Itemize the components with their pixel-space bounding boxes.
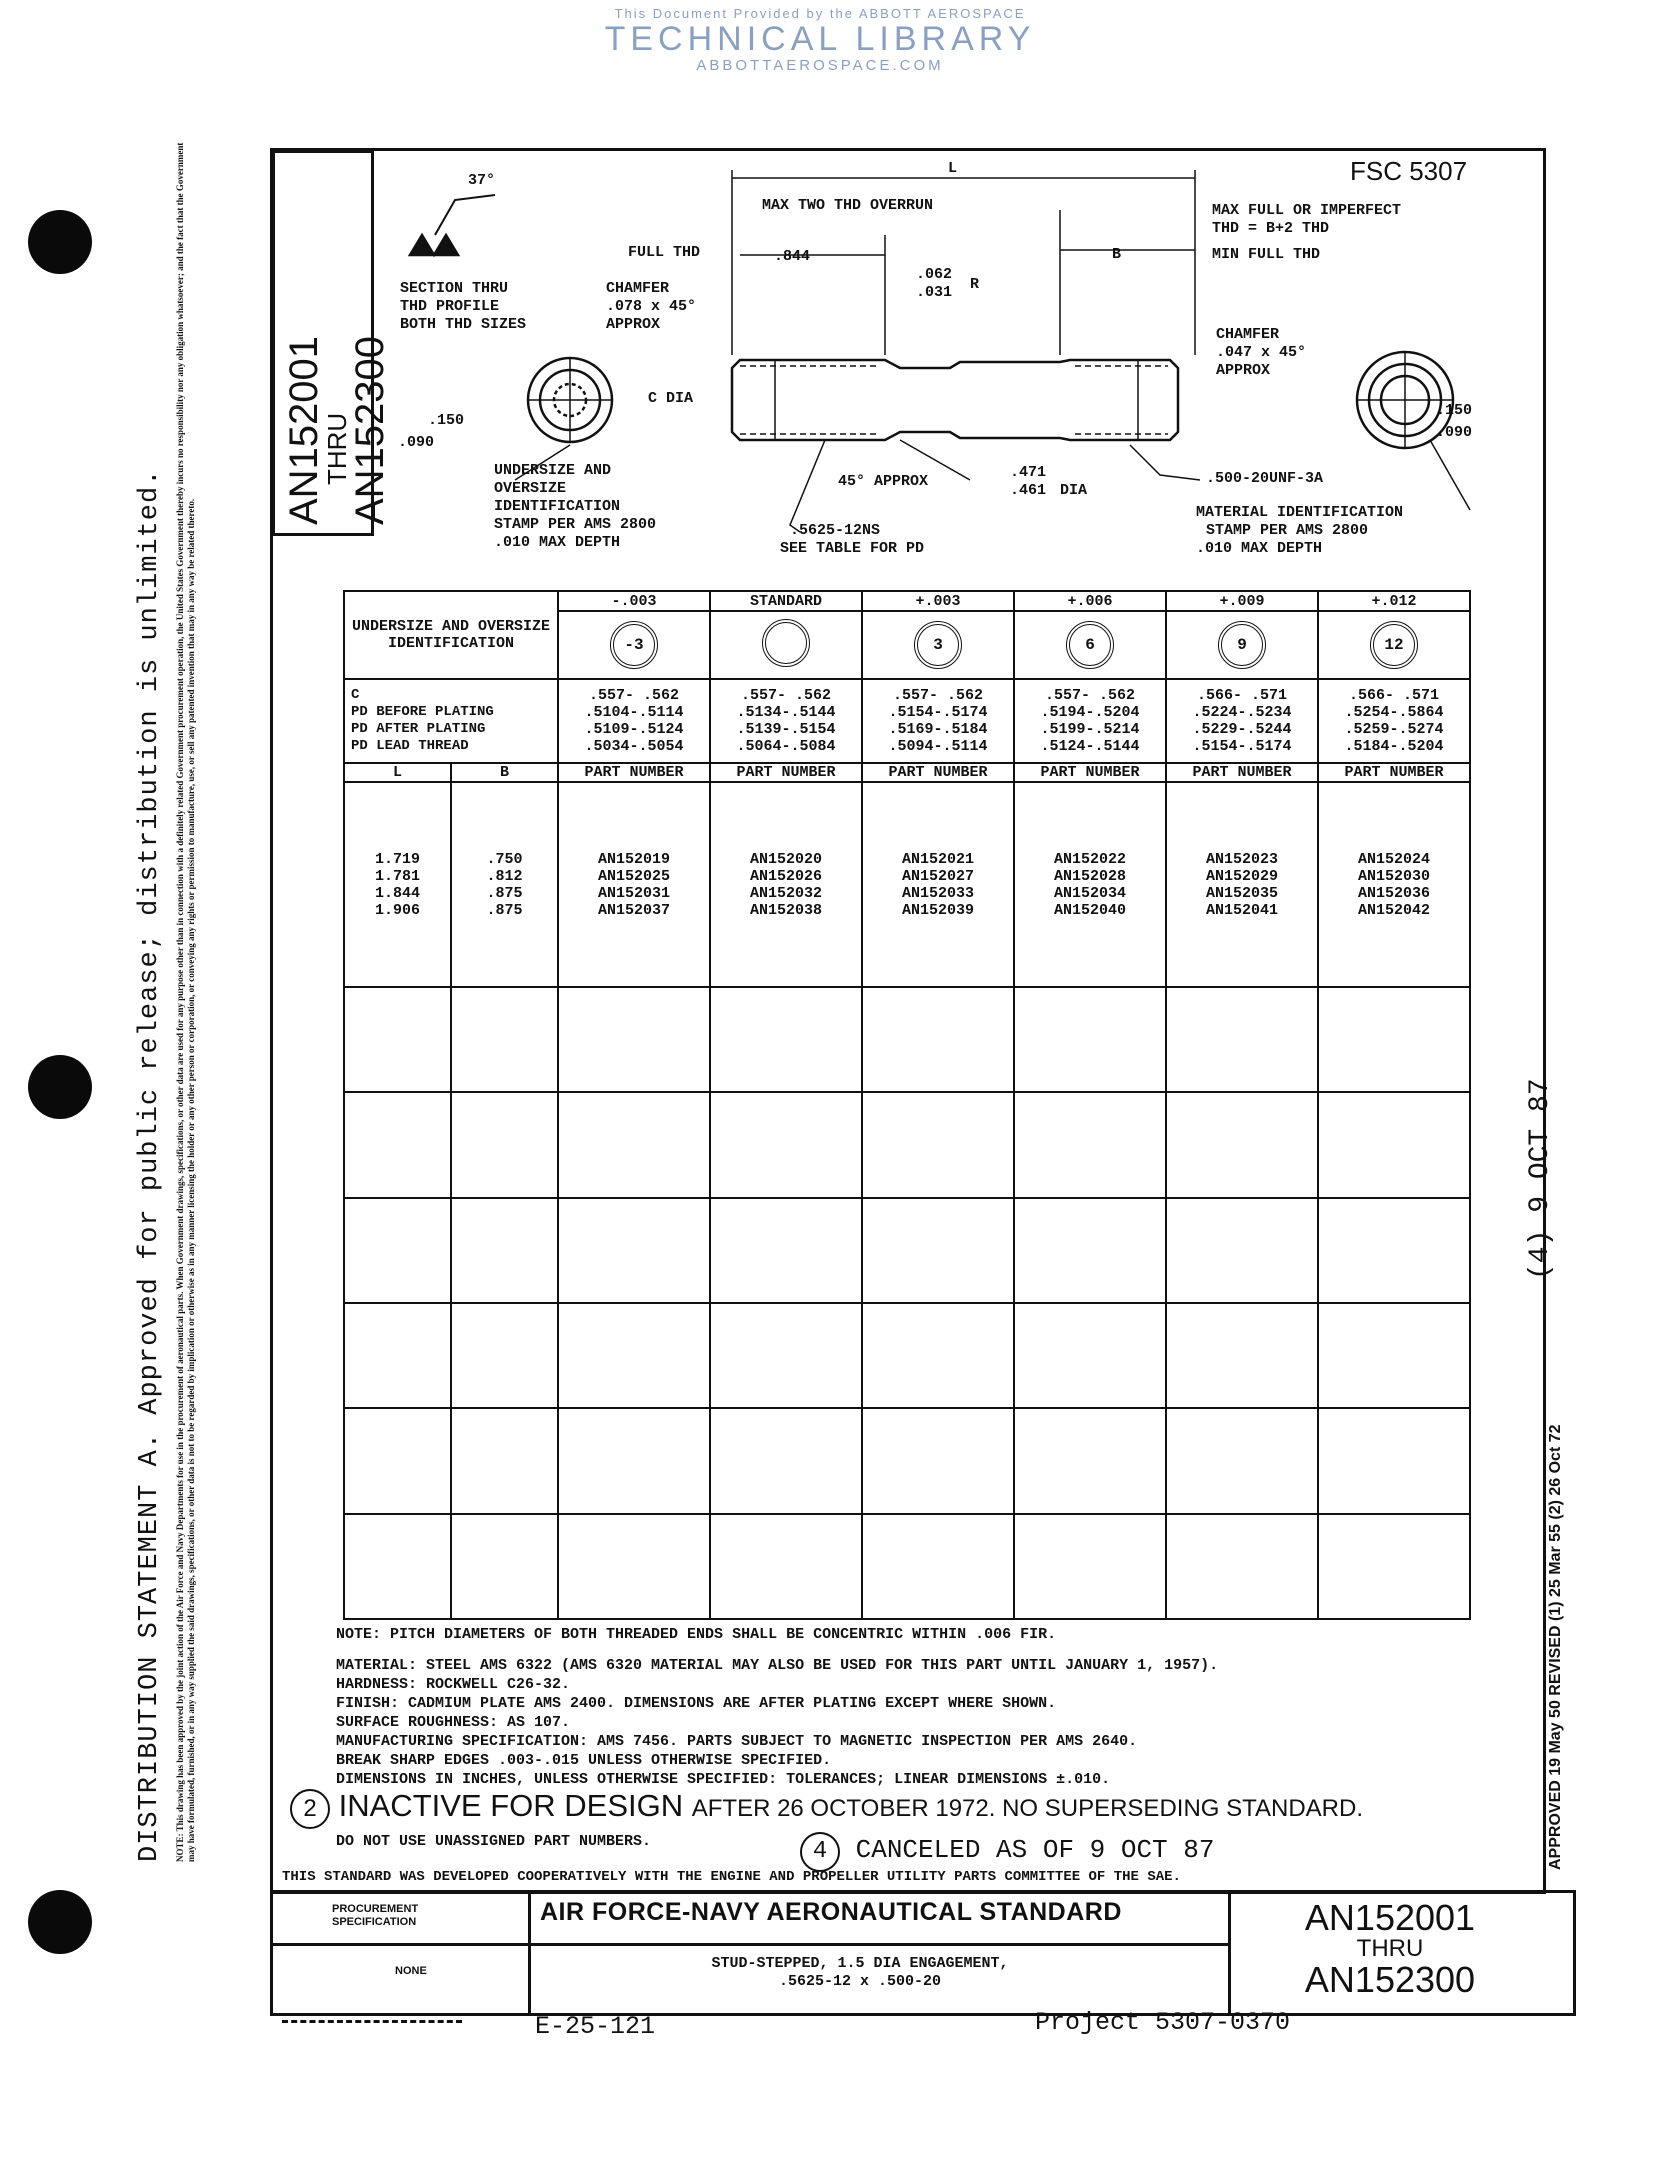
chamfer-left-line3: APPROX xyxy=(606,316,661,333)
label-45-approx: 45° APPROX xyxy=(838,473,929,490)
part-number: AN152029 xyxy=(1205,867,1278,885)
part-number: AN152033 xyxy=(901,884,974,902)
col-header-part: PART NUMBER xyxy=(558,763,710,782)
part-number: AN152031 xyxy=(597,884,670,902)
undersize-line2: OVERSIZE xyxy=(494,480,567,497)
dia-bottom: .461 xyxy=(1010,482,1047,499)
material-id-line2: STAMP PER AMS 2800 xyxy=(1206,522,1369,539)
part-number: AN152040 xyxy=(1053,901,1126,919)
revision-marker-2: 2 xyxy=(290,1789,330,1829)
col-header-B: B xyxy=(451,763,558,782)
col-header-part: PART NUMBER xyxy=(710,763,862,782)
inactive-big: INACTIVE FOR DESIGN xyxy=(338,1788,684,1823)
spec-value: .557- .562 xyxy=(740,687,831,704)
watermark-line1: This Document Provided by the ABBOTT AEROSPACE xyxy=(614,6,1026,21)
mark-cell-2 xyxy=(862,611,1014,679)
undersize-line4: STAMP PER AMS 2800 xyxy=(494,516,657,533)
spec-cell-3 xyxy=(1014,679,1166,763)
table-cell: 1.719 xyxy=(374,850,420,868)
table-cell: .875 xyxy=(486,884,523,902)
label-material-id xyxy=(1196,504,1403,558)
footer-dash xyxy=(282,2020,462,2023)
part-number: AN152030 xyxy=(1357,867,1430,885)
inactive-notice xyxy=(290,1788,1363,1829)
section-line3: BOTH THD SIZES xyxy=(400,316,527,333)
material-id-line3: .010 MAX DEPTH xyxy=(1196,540,1323,557)
label-dim-right xyxy=(1436,402,1472,442)
parts-col-2 xyxy=(862,782,1014,987)
part-description-line2: .5625-12 x .500-20 xyxy=(778,1973,942,1990)
label-max-two-thd: MAX TWO THD OVERRUN xyxy=(762,197,934,214)
part-number: AN152025 xyxy=(597,867,670,885)
chamfer-right-line3: APPROX xyxy=(1216,362,1271,379)
mark-cell-5 xyxy=(1318,611,1470,679)
thread-left-line1: .5625-12NS xyxy=(790,522,881,539)
standard-number-thru: THRU xyxy=(1356,1935,1424,1962)
note-hardness: HARDNESS: ROCKWELL C26-32. xyxy=(336,1676,571,1693)
part-table xyxy=(343,590,1471,1620)
title-divider-left xyxy=(273,1943,528,1946)
standard-number xyxy=(1230,1897,1550,2000)
note-dims: DIMENSIONS IN INCHES, UNLESS OTHERWISE SPECIFIED: TOLERANCES; LINEAR DIMENSIONS ±.010. xyxy=(336,1771,1111,1788)
empty-row xyxy=(344,1408,1470,1513)
footer-code: E-25-121 xyxy=(535,2012,656,2041)
part-number: AN152027 xyxy=(901,867,974,885)
label-chamfer-right xyxy=(1216,326,1306,380)
standard-number-top: AN152001 xyxy=(1304,1897,1476,1938)
label-pd-lead: PD LEAD THREAD xyxy=(351,738,469,754)
parts-col-0 xyxy=(558,782,710,987)
coop-notice: THIS STANDARD WAS DEVELOPED COOPERATIVELY WITH THE ENGINE AND PROPELLER UTILITY PARTS COMMITTEE OF THE SAE. xyxy=(282,1869,1181,1885)
ident-mark-3: 3 xyxy=(914,621,962,669)
ident-mark-standard xyxy=(762,619,810,667)
material-id-line1: MATERIAL IDENTIFICATION xyxy=(1196,504,1404,521)
spec-value: .5254-.5864 xyxy=(1344,704,1444,721)
size-col-4: +.009 xyxy=(1166,591,1318,611)
revision-history: APPROVED 19 May 50 REVISED (1) 25 Mar 55 (2) 26 Oct 72 xyxy=(1547,1424,1564,1870)
section-line2: THD PROFILE xyxy=(400,298,500,315)
spec-value: .557- .562 xyxy=(588,687,679,704)
radius-line2: .031 xyxy=(916,284,953,301)
spec-value: .5034-.5054 xyxy=(584,738,684,755)
B-values xyxy=(451,782,558,987)
ident-mark-minus3: -3 xyxy=(610,621,658,669)
chamfer-left-line1: CHAMFER xyxy=(606,280,670,297)
part-number: AN152024 xyxy=(1357,850,1430,868)
ident-mark-6: 6 xyxy=(1066,621,1114,669)
note-material: MATERIAL: STEEL AMS 6322 (AMS 6320 MATERIAL MAY ALSO BE USED FOR THIS PART UNTIL JANUARY 1, 1957). xyxy=(336,1657,1219,1674)
spec-value: .5124-.5144 xyxy=(1040,738,1140,755)
table-cell: .812 xyxy=(486,867,523,885)
mark-cell-0 xyxy=(558,611,710,679)
col-header-L: L xyxy=(344,763,451,782)
chamfer-right-line1: CHAMFER xyxy=(1216,326,1280,343)
undersize-line3: IDENTIFICATION xyxy=(494,498,621,515)
part-number: AN152026 xyxy=(749,867,822,885)
spec-value: .5199-.5214 xyxy=(1040,721,1140,738)
label-thread-right: .500-20UNF-3A xyxy=(1206,470,1324,487)
mark-cell-4 xyxy=(1166,611,1318,679)
id-box-mid: THRU xyxy=(322,412,352,485)
part-number: AN152023 xyxy=(1205,850,1278,868)
inactive-rest: AFTER 26 OCTOBER 1972. NO SUPERSEDING STANDARD. xyxy=(691,1795,1364,1822)
parts-col-1 xyxy=(710,782,862,987)
distribution-statement: DISTRIBUTION STATEMENT A. Approved for public release; distribution is unlimited. xyxy=(135,468,165,1862)
label-angle: 37° xyxy=(468,172,496,189)
label-chamfer-left xyxy=(606,280,696,334)
note-concentric: NOTE: PITCH DIAMETERS OF BOTH THREADED ENDS SHALL BE CONCENTRIC WITHIN .006 FIR. xyxy=(336,1626,1057,1643)
procurement-spec-label: PROCUREMENT SPECIFICATION xyxy=(332,1903,419,1928)
dim-left-bottom: .090 xyxy=(398,434,435,451)
empty-row xyxy=(344,1198,1470,1303)
spec-cell-4 xyxy=(1166,679,1318,763)
part-description xyxy=(620,1955,1100,1991)
section-line1: SECTION THRU xyxy=(400,280,509,297)
radius-line1: .062 xyxy=(916,266,953,283)
max-full-line1: MAX FULL OR IMPERFECT xyxy=(1212,202,1402,219)
size-col-0: -.003 xyxy=(558,591,710,611)
label-min-full: MIN FULL THD xyxy=(1212,246,1321,263)
empty-row xyxy=(344,1092,1470,1197)
label-c: C xyxy=(351,687,360,703)
spec-cell-5 xyxy=(1318,679,1470,763)
procurement-spec-value: NONE xyxy=(395,1965,427,1977)
label-undersize xyxy=(494,462,656,552)
part-number: AN152028 xyxy=(1053,867,1126,885)
label-pd-before: PD BEFORE PLATING xyxy=(351,704,494,720)
spec-value: .5229-.5244 xyxy=(1192,721,1292,738)
spec-value: .557- .562 xyxy=(1044,687,1135,704)
fine-print-notice: NOTE: This drawing has been approved by the joint action of the Air Force and Navy Departments for use in the procurement of aeronautical parts. When Government drawings, specifications, or other data are used for any purpose other than in connection with a definitely related Government procurement operation, the United States Government thereby incurs no responsibility nor any obligation whatsoever; and the fact that the Government may have formulated, furnished, or in any way supplied the said drawings, specifications, or other data is not to be regarded by implication or otherwise as in any manner licensing the holder or any other person or corporation, or conveying any rights or permission to manufacture, use, or sell any patented invention that may in any way be related thereto. xyxy=(175,142,196,1862)
part-number: AN152021 xyxy=(901,850,974,868)
note-finish: FINISH: CADMIUM PLATE AMS 2400. DIMENSIONS ARE AFTER PLATING EXCEPT WHERE SHOWN. xyxy=(336,1695,1057,1712)
part-number: AN152035 xyxy=(1205,884,1278,902)
table-cell: .875 xyxy=(486,901,523,919)
parts-col-3 xyxy=(1014,782,1166,987)
mark-cell-1 xyxy=(710,611,862,679)
spec-cell-2 xyxy=(862,679,1014,763)
watermark-url: ABBOTTAEROSPACE.COM xyxy=(696,57,944,74)
size-col-3: +.006 xyxy=(1014,591,1166,611)
part-number: AN152032 xyxy=(749,884,822,902)
size-col-1: STANDARD xyxy=(710,591,862,611)
note-surface: SURFACE ROUGHNESS: AS 107. xyxy=(336,1714,571,1731)
spec-value: .5194-.5204 xyxy=(1040,704,1140,721)
label-dia-word: DIA xyxy=(1060,482,1088,499)
label-c-dia: C DIA xyxy=(648,390,694,407)
col-header-part: PART NUMBER xyxy=(1014,763,1166,782)
label-section xyxy=(400,280,526,334)
parts-col-4 xyxy=(1166,782,1318,987)
label-dia xyxy=(1010,464,1046,500)
title-divider xyxy=(528,1943,1228,1946)
canceled-notice xyxy=(800,1832,1214,1872)
label-pd-after: PD AFTER PLATING xyxy=(351,721,486,737)
part-number: AN152039 xyxy=(901,901,974,919)
id-box-top: AN152001 xyxy=(282,335,326,525)
note-mfg: MANUFACTURING SPECIFICATION: AMS 7456. PARTS SUBJECT TO MAGNETIC INSPECTION PER AMS 2640. xyxy=(336,1733,1138,1750)
standard-number-bottom: AN152300 xyxy=(1304,1959,1476,2000)
dim-right-top: .150 xyxy=(1436,402,1473,419)
part-number: AN152020 xyxy=(749,850,822,868)
part-number: AN152038 xyxy=(749,901,822,919)
ident-mark-12: 12 xyxy=(1370,621,1418,669)
empty-row xyxy=(344,1303,1470,1408)
spec-value: .566- .571 xyxy=(1348,687,1439,704)
revision-4: (4) 9 OCT 87 xyxy=(1525,1078,1556,1280)
spec-value: .5154-.5174 xyxy=(1192,738,1292,755)
thread-left-line2: SEE TABLE FOR PD xyxy=(780,540,925,557)
spec-value: .5104-.5114 xyxy=(584,704,684,721)
label-L: L xyxy=(948,160,958,177)
watermark xyxy=(560,6,1080,74)
spec-cell-1 xyxy=(710,679,862,763)
table-cell: 1.906 xyxy=(374,901,420,919)
undersize-line5: .010 MAX DEPTH xyxy=(494,534,621,551)
spec-value: .5259-.5274 xyxy=(1344,721,1444,738)
part-number: AN152019 xyxy=(597,850,670,868)
empty-row xyxy=(344,987,1470,1092)
spec-value: .5154-.5174 xyxy=(888,704,988,721)
L-values xyxy=(344,782,451,987)
chamfer-right-line2: .047 x 45° xyxy=(1216,344,1307,361)
footer-project: Project 5307-0370 xyxy=(1035,2008,1291,2037)
punch-hole-middle xyxy=(28,1055,92,1119)
watermark-title: TECHNICAL LIBRARY xyxy=(604,20,1036,58)
label-thread-left xyxy=(780,522,924,558)
col-header-part: PART NUMBER xyxy=(862,763,1014,782)
spec-cell-0 xyxy=(558,679,710,763)
part-number: AN152022 xyxy=(1053,850,1126,868)
part-number: AN152041 xyxy=(1205,901,1278,919)
dim-right-bottom: .090 xyxy=(1436,424,1473,441)
max-full-line2: THD = B+2 THD xyxy=(1212,220,1330,237)
notes-section xyxy=(336,1625,1536,1789)
size-col-2: +.003 xyxy=(862,591,1014,611)
ident-mark-9: 9 xyxy=(1218,621,1266,669)
spec-value: .5169-.5184 xyxy=(888,721,988,738)
table-cell: 1.781 xyxy=(374,867,420,885)
table-cell: 1.844 xyxy=(374,884,420,902)
empty-row xyxy=(344,1514,1470,1619)
label-radius-r: R xyxy=(970,276,980,293)
revision-marker-4: 4 xyxy=(800,1832,840,1872)
label-full-thd-val: .844 xyxy=(774,248,811,265)
size-col-5: +.012 xyxy=(1318,591,1470,611)
chamfer-left-line2: .078 x 45° xyxy=(606,298,697,315)
label-radius xyxy=(916,266,952,302)
part-number: AN152042 xyxy=(1357,901,1430,919)
ident-header: UNDERSIZE AND OVERSIZE IDENTIFICATION xyxy=(344,591,558,679)
spec-value: .557- .562 xyxy=(892,687,983,704)
undersize-line1: UNDERSIZE AND xyxy=(494,462,612,479)
spec-labels xyxy=(344,679,558,763)
note-donot: DO NOT USE UNASSIGNED PART NUMBERS. xyxy=(336,1833,652,1850)
label-dim-left xyxy=(398,412,465,452)
spec-value: .5184-.5204 xyxy=(1344,738,1444,755)
spec-value: .566- .571 xyxy=(1196,687,1287,704)
thread-profile-icon xyxy=(410,235,458,255)
dia-top: .471 xyxy=(1010,464,1047,481)
label-B: B xyxy=(1112,246,1122,263)
canceled-text: CANCELED AS OF 9 OCT 87 xyxy=(855,1835,1215,1865)
spec-value: .5064-.5084 xyxy=(736,738,836,755)
col-header-part: PART NUMBER xyxy=(1166,763,1318,782)
dim-left-top: .150 xyxy=(428,412,465,429)
col-header-part: PART NUMBER xyxy=(1318,763,1470,782)
fsc-code: FSC 5307 xyxy=(1350,156,1468,186)
parts-col-5 xyxy=(1318,782,1470,987)
part-description-line1: STUD-STEPPED, 1.5 DIA ENGAGEMENT, xyxy=(711,1955,1009,1972)
table-cell: .750 xyxy=(486,850,523,868)
punch-hole-bottom xyxy=(28,1890,92,1954)
part-number: AN152037 xyxy=(597,901,670,919)
label-max-full xyxy=(1212,202,1401,238)
spec-value: .5134-.5144 xyxy=(736,704,836,721)
spec-value: .5109-.5124 xyxy=(584,721,684,738)
id-box-bottom: AN152300 xyxy=(348,335,392,525)
punch-hole-top xyxy=(28,210,92,274)
spec-value: .5139-.5154 xyxy=(736,721,836,738)
mark-cell-3 xyxy=(1014,611,1166,679)
spec-value: .5224-.5234 xyxy=(1192,704,1292,721)
spec-value: .5094-.5114 xyxy=(888,738,988,755)
part-number: AN152036 xyxy=(1357,884,1430,902)
note-edges: BREAK SHARP EDGES .003-.015 UNLESS OTHERWISE SPECIFIED. xyxy=(336,1752,832,1769)
part-number: AN152034 xyxy=(1053,884,1126,902)
standard-title: AIR FORCE-NAVY AERONAUTICAL STANDARD xyxy=(540,1898,1122,1926)
label-full-thd: FULL THD xyxy=(628,244,701,261)
